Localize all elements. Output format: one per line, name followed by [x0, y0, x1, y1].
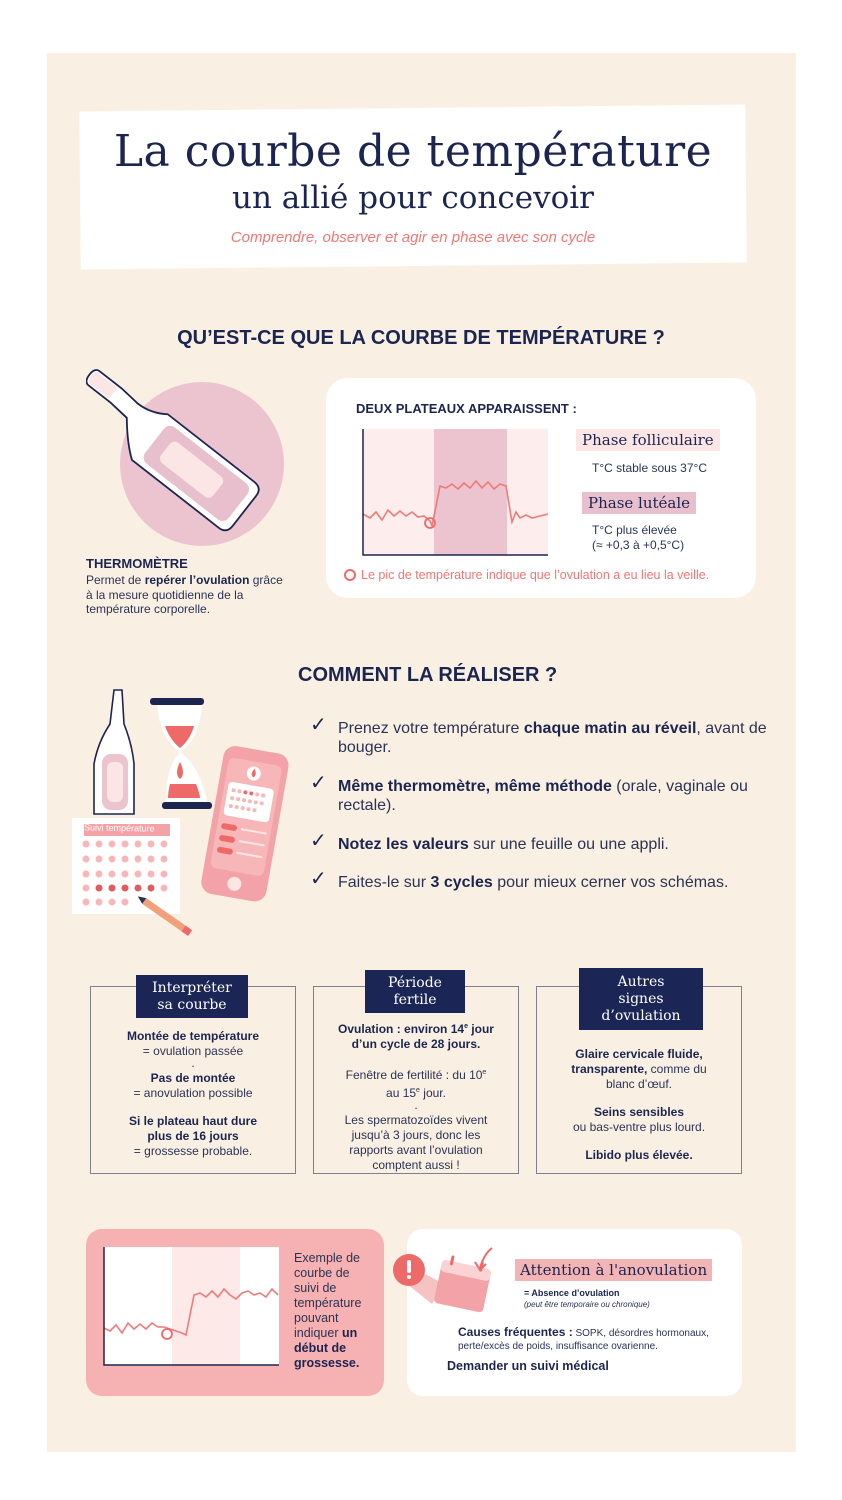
signs-tag: Autres signes d’ovulation: [579, 968, 703, 1030]
thermometer-description: Permet de repérer l’ovulation grâce à la mesure quotidienne de la température corporelle.: [86, 573, 283, 616]
medical-followup-cta: Demander un suivi médical: [447, 1359, 609, 1373]
thermometer-icon: [86, 364, 318, 574]
phase-luteal-label: Phase lutéale: [582, 492, 696, 514]
interpret-tag: Interpréter sa courbe: [136, 975, 248, 1018]
phase-luteal-desc: T°C plus élevée (≈ +0,3 à +0,5°C): [592, 523, 685, 552]
step-item: ✓ Prenez votre température chaque matin au réveil, avant de bouger.: [310, 714, 767, 756]
fertile-tag: Période fertile: [365, 970, 465, 1013]
calendar-alert-icon: [392, 1244, 510, 1314]
check-icon: ✓: [310, 830, 327, 852]
page-subtitle: un allié pour concevoir: [232, 180, 594, 216]
page-tagline: Comprendre, observer et agir en phase avec son cycle: [230, 229, 596, 246]
pregnancy-caption: Exemple de courbe de suivi de température pouvant indiquer un début de grossesse.: [294, 1251, 362, 1370]
step-item: ✓ Faites-le sur 3 cycles pour mieux cerner vos schémas.: [310, 868, 729, 891]
step-item: ✓ Même thermomètre, même méthode (orale, vaginale ou rectale).: [310, 772, 748, 814]
anovulation-causes: Causes fréquentes : SOPK, désordres hormonaux, perte/excès de poids, insuffisance ovarienne.: [458, 1325, 709, 1352]
thermometer-title: THERMOMÈTRE: [86, 556, 188, 571]
section-heading-how: COMMENT LA RÉALISER ?: [298, 664, 558, 686]
signs-body: Glaire cervicale fluide, transparente, comme du blanc d’œuf. Seins sensibles ou bas-ventre plus lourd. Libido plus élevée.: [571, 1047, 707, 1162]
ovulation-note: Le pic de température indique que l’ovulation a eu lieu la veille.: [344, 568, 709, 582]
phase-follicular-label: Phase folliculaire: [576, 429, 720, 451]
temperature-chart-two-plateaus: [360, 426, 550, 557]
anovulation-definition: = Absence d’ovulation: [524, 1288, 620, 1298]
pregnancy-temperature-chart: [102, 1245, 280, 1367]
check-icon: ✓: [310, 868, 327, 890]
check-icon: ✓: [310, 772, 327, 794]
step-item: ✓ Notez les valeurs sur une feuille ou une appli.: [310, 830, 669, 853]
ovulation-ring-icon: [344, 569, 356, 581]
phase-follicular-desc: T°C stable sous 37°C: [592, 461, 707, 475]
interpret-body: Montée de température = ovulation passée . Pas de montée = anovulation possible Si le plateau haut dure plus de 16 jours = grossesse probable.: [126, 1029, 260, 1158]
anovulation-title: Attention à l'anovulation: [515, 1259, 712, 1281]
fertile-body: Ovulation : environ 14e jour d’un cycle de 28 jours. Fenêtre de fertilité : du 10e au 15e jour. . Les spermatozoïdes vivent jusqu’à 3 jours, donc les rapports avant l’ovulation comptent aussi !: [338, 1022, 494, 1172]
tracking-illustration: [62, 684, 300, 946]
section-heading-what: QU’EST-CE QUE LA COURBE DE TEMPÉRATURE ?: [177, 327, 665, 349]
plateaus-title: DEUX PLATEAUX APPARAISSENT :: [356, 401, 577, 416]
anovulation-note: (peut être temporaire ou chronique): [524, 1300, 650, 1309]
page-title: La courbe de température: [113, 126, 713, 177]
tracking-label: Suivi température: [83, 822, 155, 834]
check-icon: ✓: [310, 714, 327, 736]
